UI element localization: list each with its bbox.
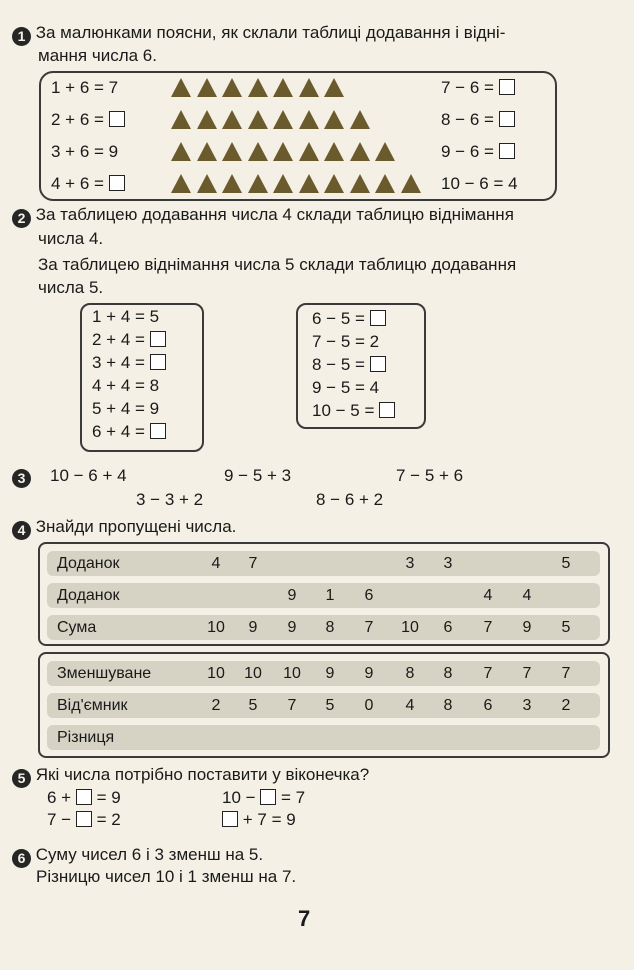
addition-table-cell: 3	[405, 555, 415, 572]
subtraction-table-row	[47, 693, 600, 718]
subtraction-table-row-label: Різниця	[57, 729, 115, 746]
subtraction-table-cell: 5	[248, 697, 258, 714]
task2-text-line4: числа 5.	[38, 278, 104, 297]
subtraction-table-cell[interactable]	[239, 725, 267, 750]
addition-table-cell[interactable]	[202, 583, 230, 608]
eq5-b-post: = 7	[281, 788, 306, 807]
task5-text: Які числа потрібно поставити у віконечка?	[35, 765, 370, 784]
task2-text-line3: За таблицею віднімання числа 5 склади таблицю додавання	[38, 255, 517, 274]
addition-table-cell[interactable]	[396, 583, 424, 608]
addition-table-cell: 10	[401, 619, 419, 636]
task5-heading	[12, 764, 369, 788]
subtraction-table-cell: 8	[405, 665, 415, 682]
addition-table-cell: 5	[561, 619, 571, 636]
answer-box[interactable]	[260, 789, 276, 805]
triangle-shape	[171, 78, 191, 97]
answer-box[interactable]	[150, 423, 166, 439]
triangle-shape	[299, 174, 319, 193]
add4-row1: 1 + 4 = 5	[92, 307, 160, 326]
triangle-shape	[197, 110, 217, 129]
task-number: 4	[12, 521, 31, 540]
triangle-shape	[299, 78, 319, 97]
task-number: 2	[12, 209, 31, 228]
addition-table-cell: 7	[248, 555, 258, 572]
eq5-a-pre: 6 +	[47, 788, 72, 807]
subtraction-table-cell: 4	[405, 697, 415, 714]
subtraction-table-cell[interactable]	[474, 725, 502, 750]
task4-text: Знайди пропущені числа.	[35, 517, 237, 536]
add6-row4	[51, 174, 125, 194]
subtraction-table-cell[interactable]	[396, 725, 424, 750]
triangle-shape	[375, 174, 395, 193]
subtraction-table-cell: 0	[364, 697, 374, 714]
subtraction-table-cell[interactable]	[552, 725, 580, 750]
subtraction-table-cell: 7	[287, 697, 297, 714]
add4-row2-text: 2 + 4 =	[92, 330, 145, 349]
triangle-shape	[248, 78, 268, 97]
answer-box[interactable]	[76, 811, 92, 827]
triangle-shape	[222, 110, 242, 129]
sub6-row2-text: 8 − 6 =	[441, 110, 494, 129]
addition-table-cell: 5	[561, 555, 571, 572]
addition-table-cell: 6	[443, 619, 453, 636]
triangle-shape	[350, 142, 370, 161]
subtraction-table-cell: 2	[211, 697, 221, 714]
subtraction-table-row	[47, 661, 600, 686]
triangle-shape	[324, 110, 344, 129]
eq5-d	[222, 810, 296, 830]
addition-table-row-label: Доданок	[57, 555, 120, 572]
add6-row4-text: 4 + 6 =	[51, 174, 104, 193]
addition-table-cell: 1	[325, 587, 335, 604]
subtraction-table-cell: 8	[443, 665, 453, 682]
eq5-a	[47, 788, 121, 808]
sub6-row4: 10 − 6 = 4	[441, 174, 518, 193]
task-number: 3	[12, 469, 31, 488]
triangle-shape	[222, 78, 242, 97]
answer-box[interactable]	[370, 356, 386, 372]
addition-table-cell[interactable]	[474, 551, 502, 576]
task2-heading	[12, 204, 514, 228]
task-number: 1	[12, 27, 31, 46]
triangle-shape	[299, 110, 319, 129]
add6-row1: 1 + 6 = 7	[51, 78, 119, 97]
sub5-row3-text: 8 − 5 =	[312, 355, 365, 374]
sub6-row2	[441, 110, 515, 130]
triangle-shape	[197, 174, 217, 193]
addition-table-cell: 4	[483, 587, 493, 604]
sub6-row3	[441, 142, 515, 162]
expr3: 7 − 5 + 6	[396, 466, 464, 485]
sub5-row4: 9 − 5 = 4	[312, 378, 380, 397]
expr1: 10 − 6 + 4	[50, 466, 127, 485]
eq5-b	[222, 788, 305, 808]
addition-table-cell: 6	[364, 587, 374, 604]
answer-box[interactable]	[150, 331, 166, 347]
subtraction-table-cell: 10	[207, 665, 225, 682]
eq5-d-post: + 7 = 9	[242, 810, 296, 829]
triangle-shape	[273, 174, 293, 193]
answer-box[interactable]	[370, 310, 386, 326]
subtraction-table-cell[interactable]	[434, 725, 462, 750]
task1-text-line2: мання числа 6.	[38, 46, 157, 65]
eq5-a-post: = 9	[96, 788, 121, 807]
addition-table-cell[interactable]	[355, 551, 383, 576]
add4-row3-text: 3 + 4 =	[92, 353, 145, 372]
page-number: 7	[298, 906, 311, 931]
subtraction-table-cell[interactable]	[355, 725, 383, 750]
sub5-row2: 7 − 5 = 2	[312, 332, 380, 351]
triangle-shape	[248, 110, 268, 129]
addition-table-cell: 9	[287, 587, 297, 604]
subtraction-table-cell: 8	[443, 697, 453, 714]
task6-text-line2: Різницю чисел 10 і 1 зменш на 7.	[36, 867, 297, 886]
triangle-shape	[375, 142, 395, 161]
subtraction-table-cell[interactable]	[202, 725, 230, 750]
sub6-row3-text: 9 − 6 =	[441, 142, 494, 161]
add4-row3	[92, 353, 166, 373]
addition-table-cell: 8	[325, 619, 335, 636]
eq5-c-post: = 2	[96, 810, 121, 829]
add6-row3: 3 + 6 = 9	[51, 142, 119, 161]
triangle-shape	[171, 174, 191, 193]
add4-row6	[92, 422, 166, 442]
addition-table-cell[interactable]	[552, 583, 580, 608]
task3-number-wrap	[12, 467, 31, 488]
answer-box[interactable]	[109, 175, 125, 191]
subtraction-table-cell: 9	[364, 665, 374, 682]
eq5-c-pre: 7 −	[47, 810, 72, 829]
task6-text-line1: Суму чисел 6 і 3 зменш на 5.	[35, 845, 264, 864]
add4-row5: 5 + 4 = 9	[92, 399, 160, 418]
task1-heading	[12, 22, 505, 46]
answer-box[interactable]	[499, 111, 515, 127]
add6-row2-text: 2 + 6 =	[51, 110, 104, 129]
answer-box[interactable]	[379, 402, 395, 418]
subtraction-table-cell[interactable]	[316, 725, 344, 750]
subtraction-table-cell[interactable]	[278, 725, 306, 750]
subtraction-table-cell: 5	[325, 697, 335, 714]
task-number: 6	[12, 849, 31, 868]
addition-table-cell: 10	[207, 619, 225, 636]
answer-box[interactable]	[499, 143, 515, 159]
subtraction-table-cell: 10	[283, 665, 301, 682]
addition-table-row	[47, 615, 600, 640]
subtraction-table-row-label: Зменшуване	[57, 665, 152, 682]
triangle-shape	[222, 142, 242, 161]
triangle-shape	[222, 174, 242, 193]
subtraction-table-cell: 7	[561, 665, 571, 682]
sub5-row5	[312, 401, 395, 421]
subtraction-table-cell: 2	[561, 697, 571, 714]
answer-box[interactable]	[222, 811, 238, 827]
triangle-shape	[401, 174, 421, 193]
addition-table-cell[interactable]	[316, 551, 344, 576]
triangle-shape	[273, 110, 293, 129]
triangle-shape	[248, 142, 268, 161]
sub5-row5-text: 10 − 5 =	[312, 401, 375, 420]
sub6-row1-text: 7 − 6 =	[441, 78, 494, 97]
task-number: 5	[12, 769, 31, 788]
sub6-row1	[441, 78, 515, 98]
addition-table-cell[interactable]	[278, 551, 306, 576]
addition-table-cell[interactable]	[434, 583, 462, 608]
subtraction-table-cell: 10	[244, 665, 262, 682]
task1-text-line1: За малюнками поясни, як склали таблиці додавання і відні-	[35, 23, 506, 42]
triangle-shape	[324, 174, 344, 193]
triangle-shape	[324, 78, 344, 97]
answer-box[interactable]	[109, 111, 125, 127]
add4-row4: 4 + 4 = 8	[92, 376, 160, 395]
addition-table-cell: 9	[248, 619, 258, 636]
expr4: 3 − 3 + 2	[136, 490, 204, 509]
add4-row2	[92, 330, 166, 350]
answer-box[interactable]	[150, 354, 166, 370]
triangle-shape	[350, 174, 370, 193]
answer-box[interactable]	[499, 79, 515, 95]
subtraction-table-cell: 7	[522, 665, 532, 682]
addition-table-cell[interactable]	[513, 551, 541, 576]
subtraction-table-cell: 9	[325, 665, 335, 682]
subtraction-table-row	[47, 725, 600, 750]
triangle-shape	[324, 142, 344, 161]
task2-text-line2: числа 4.	[38, 229, 104, 248]
eq5-b-pre: 10 −	[222, 788, 256, 807]
addition-table-row	[47, 551, 600, 576]
addition-table-row-label: Доданок	[57, 587, 120, 604]
task4-heading	[12, 516, 236, 540]
add6-row2	[51, 110, 125, 130]
triangle-shape	[273, 142, 293, 161]
expr2: 9 − 5 + 3	[224, 466, 292, 485]
triangle-shape	[273, 78, 293, 97]
addition-table-cell: 3	[443, 555, 453, 572]
eq5-c	[47, 810, 121, 830]
triangle-shape	[299, 142, 319, 161]
addition-table-cell: 7	[364, 619, 374, 636]
addition-table-cell: 7	[483, 619, 493, 636]
subtraction-table-cell: 6	[483, 697, 493, 714]
task6-heading	[12, 844, 263, 868]
triangle-shape	[197, 78, 217, 97]
sub5-row1	[312, 309, 386, 329]
addition-table-cell: 9	[522, 619, 532, 636]
expr5: 8 − 6 + 2	[316, 490, 384, 509]
addition-table-cell: 9	[287, 619, 297, 636]
addition-table-cell: 4	[522, 587, 532, 604]
triangle-shape	[171, 142, 191, 161]
subtraction-table-cell[interactable]	[513, 725, 541, 750]
add4-row6-text: 6 + 4 =	[92, 422, 145, 441]
triangle-shape	[171, 110, 191, 129]
triangle-shape	[248, 174, 268, 193]
addition-table-row-label: Сума	[57, 619, 97, 636]
addition-table-cell: 4	[211, 555, 221, 572]
addition-table-cell[interactable]	[239, 583, 267, 608]
triangle-shape	[197, 142, 217, 161]
sub5-row1-text: 6 − 5 =	[312, 309, 365, 328]
task2-text-line1: За таблицею додавання числа 4 склади таблицю віднімання	[35, 205, 514, 224]
sub5-row3	[312, 355, 386, 375]
addition-table-row	[47, 583, 600, 608]
subtraction-table-cell: 3	[522, 697, 532, 714]
answer-box[interactable]	[76, 789, 92, 805]
subtraction-table-cell: 7	[483, 665, 493, 682]
subtraction-table-row-label: Від'ємник	[57, 697, 128, 714]
triangle-shape	[350, 110, 370, 129]
